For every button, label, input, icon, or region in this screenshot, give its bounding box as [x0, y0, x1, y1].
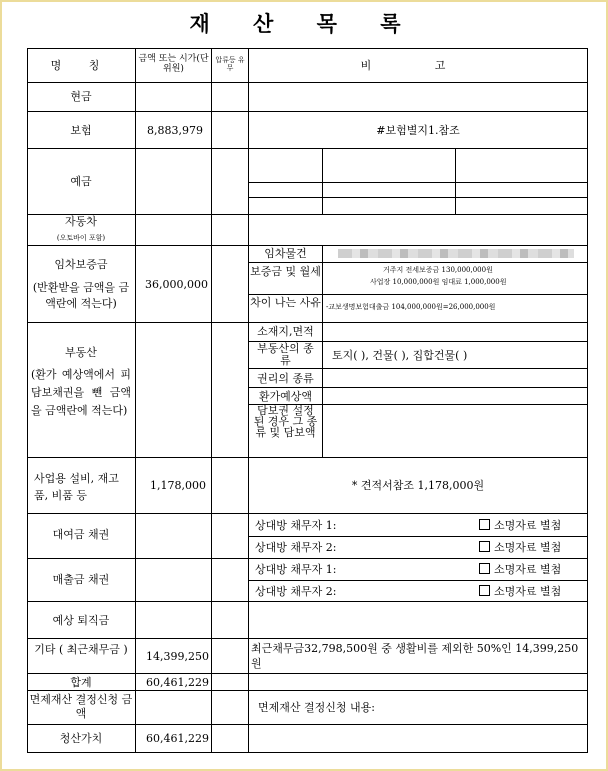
- sales-claim-label: 매출금 채권: [52, 573, 110, 586]
- realestate-value-label: 환가예상액: [258, 390, 313, 403]
- proof-label: 소명자료 별첨: [494, 585, 562, 598]
- other-label: [29, 642, 133, 657]
- lease-amount: 36,000,000: [145, 278, 208, 291]
- sales-claim-debtor1: 상대방 채무자 1:: [255, 563, 337, 576]
- row-divider: [27, 245, 588, 246]
- row-divider: [27, 322, 588, 323]
- lease-diff-label-text: 차이 나는 사유: [250, 296, 321, 309]
- insurance-label: 보험: [70, 124, 92, 137]
- cell-divider: [322, 245, 323, 322]
- cell-divider: [248, 536, 588, 537]
- realestate-label: 부동산: [65, 346, 97, 359]
- page-title: 재 산 목 록: [189, 11, 419, 36]
- loan-claim-proof2: [479, 541, 561, 554]
- insurance-amount: 8,883,979: [147, 124, 203, 137]
- header-name: 명 칭: [50, 59, 112, 72]
- cell-divider: [248, 262, 588, 263]
- redacted-address: [338, 249, 574, 258]
- equipment-amount: 1,178,000: [150, 479, 206, 492]
- liquidation-label: 청산가치: [59, 732, 103, 745]
- lease-diff-text: -교보생명보험대출금 104,000,000원=26,000,000원: [326, 303, 496, 311]
- row-divider: [27, 148, 588, 149]
- realestate-kind-value: 토지( ), 건물( ), 집합건물( ): [332, 349, 468, 362]
- row-divider: [27, 690, 588, 691]
- row-divider: [27, 724, 588, 725]
- proof-label: 소명자료 별첨: [494, 519, 562, 532]
- header-amount: [136, 54, 211, 74]
- total-label: 합계: [70, 676, 92, 689]
- lease-property-label: 임차물건: [264, 247, 307, 260]
- table-border: [27, 752, 588, 753]
- row-divider: [27, 111, 588, 112]
- row-divider: [27, 457, 588, 458]
- lease-deposit-line2: 사업장 10,000,000원 임대료 1,000,000원: [370, 278, 507, 286]
- table-border: [587, 48, 588, 753]
- lease-desc: [31, 280, 131, 312]
- cell-divider: [248, 182, 588, 183]
- lease-deposit-label-text: 보증금 및 월세: [250, 265, 321, 278]
- checkbox[interactable]: [479, 585, 490, 596]
- lease-label: 임차보증금: [54, 258, 108, 271]
- exempt-note: 면제재산 결정신청 내용:: [258, 701, 375, 714]
- col-divider: [211, 48, 212, 753]
- cash-label: 현금: [70, 90, 92, 103]
- cell-divider: [248, 197, 588, 198]
- realestate-rights-label: 권리의 종류: [257, 372, 314, 385]
- checkbox[interactable]: [479, 519, 490, 530]
- equipment-label: [34, 470, 130, 504]
- realestate-desc: [31, 366, 131, 420]
- realestate-location-label: 소재지,면적: [257, 325, 314, 338]
- other-note: [251, 641, 581, 671]
- realestate-kind-label: [254, 343, 317, 367]
- total-amount: 60,461,229: [146, 676, 209, 689]
- cell-divider: [248, 387, 588, 388]
- checkbox[interactable]: [479, 541, 490, 552]
- lease-deposit-line1: 거주지 전세보증금 130,000,000원: [383, 266, 493, 274]
- severance-label: 예상 퇴직금: [52, 614, 110, 627]
- liquidation-amount: 60,461,229: [146, 732, 209, 745]
- cell-divider: [248, 580, 588, 581]
- proof-label: 소명자료 별첨: [494, 541, 562, 554]
- header-amount-label: 금액 또는 시가(단위원): [138, 54, 209, 74]
- car-sublabel: (오토바이 포함): [56, 234, 106, 242]
- sales-claim-proof2: [479, 585, 561, 598]
- row-divider: [27, 82, 588, 83]
- sales-claim-proof1: [479, 563, 561, 576]
- lease-diff-label: [250, 296, 321, 309]
- lease-desc-text: (반환받을 금액을 금액란에 적는다): [32, 281, 130, 310]
- col-divider: [135, 48, 136, 753]
- cell-divider: [248, 294, 588, 295]
- cell-divider: [322, 322, 323, 457]
- row-divider: [27, 601, 588, 602]
- loan-claim-proof1: [479, 519, 561, 532]
- table-border: [27, 48, 28, 753]
- cell-divider: [248, 368, 588, 369]
- exempt-label: [29, 693, 133, 721]
- realestate-secured-label-text: 담보권 설정된 경우 그 종류 및 담보액: [253, 404, 318, 439]
- deposit-label: 예금: [70, 175, 92, 188]
- header-seizure-label: 압류등 유무: [215, 56, 245, 72]
- header-seizure: [214, 56, 246, 72]
- proof-label: 소명자료 별첨: [494, 563, 562, 576]
- row-divider: [27, 638, 588, 639]
- equipment-label-text: 사업용 설비, 재고품, 비품 등: [34, 472, 119, 502]
- realestate-desc-text: (환가 예상액에서 피담보채권을 뺀 금액을 금액란에 적는다): [31, 368, 131, 417]
- equipment-note: * 견적서참조 1,178,000원: [351, 479, 485, 492]
- other-label-text: 기타 ( 최근채무금 ): [34, 643, 128, 656]
- car-label: 자동차: [65, 215, 97, 228]
- header-note: 비 고: [360, 59, 476, 72]
- lease-deposit-label: [250, 265, 321, 278]
- cell-divider: [322, 148, 323, 214]
- table-border: [27, 48, 588, 49]
- loan-claim-debtor1: 상대방 채무자 1:: [255, 519, 337, 532]
- other-amount: 14,399,250: [146, 650, 209, 663]
- insurance-note: #보험별지1.참조: [376, 124, 460, 137]
- loan-claim-debtor2: 상대방 채무자 2:: [255, 541, 337, 554]
- other-note-text: 최근채무금32,798,500원 중 생활비를 제외한 50%인 14,399,250원: [251, 642, 579, 670]
- realestate-secured-label: [252, 405, 319, 438]
- row-divider: [27, 513, 588, 514]
- cell-divider: [455, 148, 456, 214]
- row-divider: [27, 673, 588, 674]
- checkbox[interactable]: [479, 563, 490, 574]
- realestate-kind-label-text: 부동산의 종류: [257, 342, 314, 367]
- loan-claim-label: 대여금 채권: [52, 528, 110, 541]
- exempt-label-text: 면제재산 결정신청 금액: [29, 693, 133, 720]
- row-divider: [27, 558, 588, 559]
- sales-claim-debtor2: 상대방 채무자 2:: [255, 585, 337, 598]
